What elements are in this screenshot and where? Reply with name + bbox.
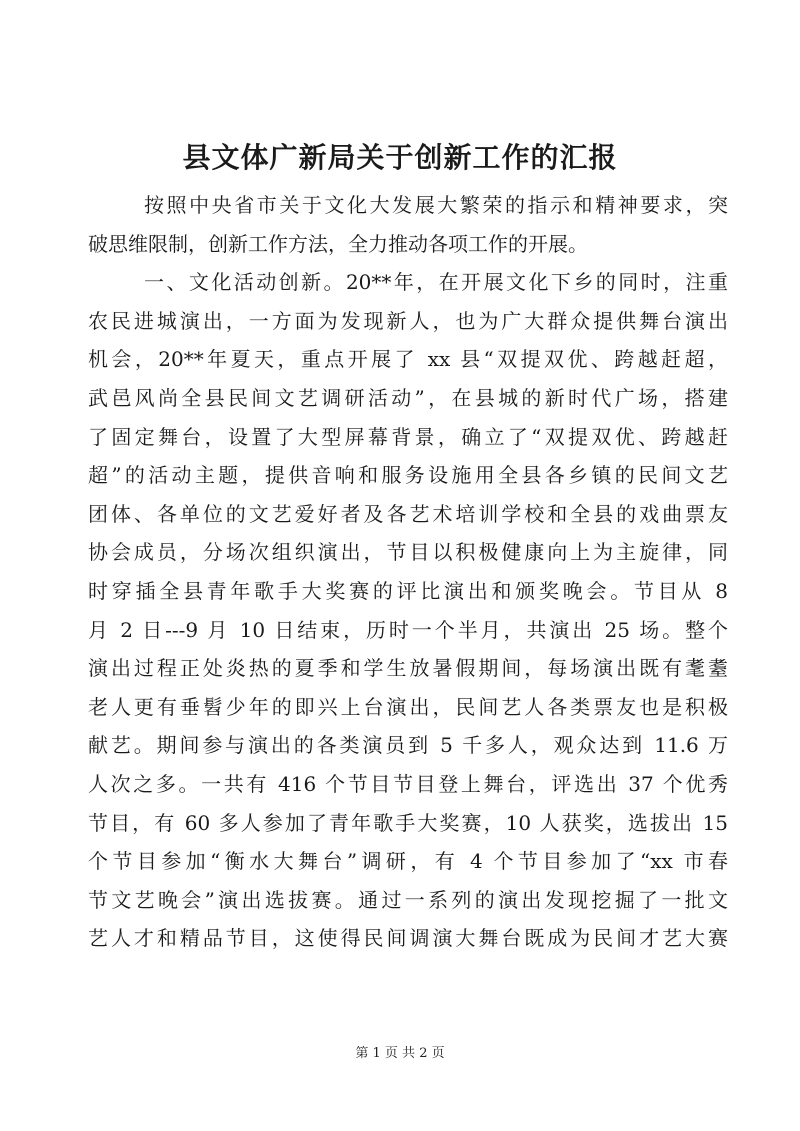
paragraph-line: 了固定舞台，设置了大型屏幕背景，确立了“双提双优、跨越赶 [88,424,728,449]
paragraph-line: 团体、各单位的文艺爱好者及各艺术培训学校和全县的戏曲票友 [88,501,728,526]
document-title: 县文体广新局关于创新工作的汇报 [182,141,618,174]
document-body [88,186,728,958]
paragraph-line: 献艺。期间参与演出的各类演员到 5 千多人，观众达到 11.6 万 [88,733,728,758]
paragraph-line: 老人更有垂髫少年的即兴上台演出，民间艺人各类票友也是积极 [88,694,728,719]
paragraph-line: 超”的活动主题，提供音响和服务设施用全县各乡镇的民间文艺 [88,463,728,488]
paragraph-line: 农民进城演出，一方面为发现新人，也为广大群众提供舞台演出 [88,308,728,333]
paragraph-line: 月 2 日---9 月 10 日结束，历时一个半月，共演出 25 场。整个 [88,617,728,642]
paragraph-line: 一、文化活动创新。20**年，在开展文化下乡的同时，注重 [144,270,728,295]
paragraph-line: 武邑风尚全县民间文艺调研活动”，在县城的新时代广场，搭建 [88,385,728,410]
paragraph-line: 艺人才和精品节目，这使得民间调演大舞台既成为民间才艺大赛 [88,926,728,951]
paragraph-line: 机会，20**年夏天，重点开展了 xx 县“双提双优、跨越赶超， [88,347,728,372]
paragraph-line: 破思维限制，创新工作方法，全力推动各项工作的开展。 [88,231,588,256]
paragraph-line: 人次之多。一共有 416 个节目节目登上舞台，评选出 37 个优秀 [88,771,728,796]
page-number-footer: 第 1 页 共 2 页 [355,1046,445,1061]
paragraph-line: 个节目参加“衡水大舞台”调研，有 4 个节目参加了“xx 市春 [88,849,728,874]
paragraph-line: 节文艺晚会”演出选拔赛。通过一系列的演出发现挖掘了一批文 [88,887,728,912]
paragraph-line: 时穿插全县青年歌手大奖赛的评比演出和颁奖晚会。节目从 8 [88,578,728,603]
paragraph-line: 协会成员，分场次组织演出，节目以积极健康向上为主旋律，同 [88,540,728,565]
paragraph-line: 按照中央省市关于文化大发展大繁荣的指示和精神要求，突 [144,193,728,217]
paragraph-line: 节目，有 60 多人参加了青年歌手大奖赛，10 人获奖，选拔出 15 [88,810,728,835]
paragraph-line: 演出过程正处炎热的夏季和学生放暑假期间，每场演出既有耄耋 [88,656,728,681]
